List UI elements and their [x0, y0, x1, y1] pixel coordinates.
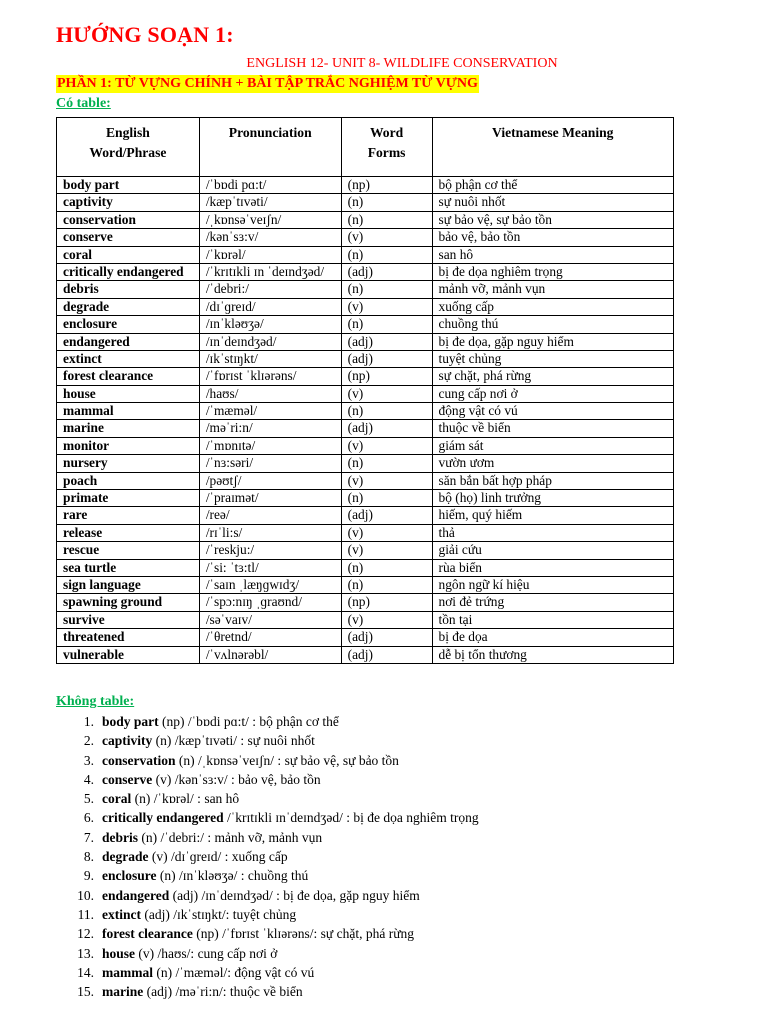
- list-item-meaning: bộ phận cơ thể: [259, 714, 339, 729]
- meaning-cell: bị đe dọa nghiêm trọng: [432, 263, 674, 280]
- list-item-pronunciation: /ˈmæməl/: [175, 964, 228, 980]
- header-word-forms-line2: Forms: [367, 145, 406, 160]
- table-row: [57, 368, 674, 385]
- list-item-pronunciation: /ˈdebri:/: [160, 829, 205, 845]
- meaning-cell: bộ (họ) linh trưởng: [432, 490, 674, 507]
- meaning-cell: chuồng thú: [432, 316, 674, 333]
- list-item-number: 13.: [77, 945, 94, 961]
- word-cell: endangered: [57, 333, 200, 350]
- word-form-cell: (adj): [341, 350, 432, 367]
- list-item: [56, 789, 479, 808]
- list-item-number: 10.: [77, 887, 94, 903]
- list-item-pronunciation: /haʊs/: [157, 945, 191, 961]
- header-pronunciation-text: Pronunciation: [228, 125, 312, 140]
- list-item-word-form: (np): [196, 926, 219, 942]
- meaning-cell: bảo vệ, bảo tồn: [432, 229, 674, 246]
- pronunciation-cell: /ˈsi: ˈtɜ:tl/: [199, 559, 341, 576]
- table-row: [57, 385, 674, 402]
- list-item-word: conserve: [102, 771, 153, 787]
- list-item-word-form: (np): [162, 714, 185, 729]
- pronunciation-cell: /məˈri:n/: [199, 420, 341, 437]
- list-item-word: mammal: [102, 964, 153, 980]
- word-cell: primate: [57, 490, 200, 507]
- list-item-pronunciation: /ɪnˈdeɪndʒəd/: [201, 887, 273, 903]
- pronunciation-cell: /ɪnˈdeɪndʒəd/: [199, 333, 341, 350]
- word-form-cell: (n): [341, 281, 432, 298]
- word-form-cell: (n): [341, 194, 432, 211]
- table-row: [57, 177, 674, 194]
- word-cell: mammal: [57, 403, 200, 420]
- header-vietnamese-meaning: [432, 118, 674, 177]
- list-item-meaning: tuyệt chủng: [232, 906, 297, 922]
- list-item-number: 14.: [77, 964, 94, 980]
- table-row: [57, 629, 674, 646]
- header-english-line2: Word/Phrase: [89, 145, 167, 160]
- word-cell: house: [57, 385, 200, 402]
- list-item-word-form: (adj): [146, 984, 173, 1000]
- pronunciation-cell: /kənˈsɜ:v/: [199, 229, 341, 246]
- list-item-separator: :: [274, 752, 285, 768]
- table-row: [57, 472, 674, 489]
- word-form-cell: (v): [341, 542, 432, 559]
- table-row: [57, 524, 674, 541]
- list-item-pronunciation: /ˌkɒnsəˈveɪʃn/: [198, 752, 275, 768]
- list-item-word: house: [102, 945, 136, 961]
- word-form-cell: (v): [341, 437, 432, 454]
- list-item: [56, 847, 479, 866]
- word-cell: body part: [57, 177, 200, 194]
- meaning-cell: mảnh vỡ, mảnh vụn: [432, 281, 674, 298]
- header-pronunciation: [199, 118, 341, 177]
- table-row: [57, 507, 674, 524]
- list-item-word: enclosure: [102, 868, 157, 884]
- pronunciation-cell: /reə/: [199, 507, 341, 524]
- word-cell: conserve: [57, 229, 200, 246]
- pronunciation-cell: /ˈmɒnɪtə/: [199, 437, 341, 454]
- word-form-cell: (v): [341, 611, 432, 628]
- list-item-word: coral: [102, 791, 132, 807]
- list-item-separator: :: [237, 733, 248, 749]
- list-item-word-form: (n): [178, 752, 195, 768]
- word-form-cell: (n): [341, 316, 432, 333]
- word-form-cell: (n): [341, 559, 432, 576]
- list-item-number: 11.: [77, 906, 94, 922]
- list-item-separator: :: [193, 791, 205, 807]
- meaning-cell: tuyệt chủng: [432, 350, 674, 367]
- word-cell: coral: [57, 246, 200, 263]
- list-item-pronunciation: /ˈbɒdi pɑ:t/: [187, 714, 249, 729]
- word-form-cell: (n): [341, 246, 432, 263]
- list-item-number: 12.: [77, 926, 94, 942]
- table-row: [57, 420, 674, 437]
- table-section-label: Có table:: [56, 96, 111, 111]
- list-item-word: forest clearance: [102, 926, 193, 942]
- list-item-word: critically endangered: [102, 810, 224, 826]
- table-row: [57, 229, 674, 246]
- word-cell: release: [57, 524, 200, 541]
- word-form-cell: (np): [341, 177, 432, 194]
- list-item-word-form: (n): [141, 829, 158, 845]
- word-form-cell: (np): [341, 594, 432, 611]
- word-cell: enclosure: [57, 316, 200, 333]
- list-item-meaning: sự nuôi nhốt: [247, 733, 315, 749]
- list-item-word: extinct: [102, 906, 141, 922]
- table-row: [57, 298, 674, 315]
- word-cell: rare: [57, 507, 200, 524]
- word-form-cell: (n): [341, 403, 432, 420]
- meaning-cell: bị đe dọa: [432, 629, 674, 646]
- table-row: [57, 646, 674, 663]
- list-item-word: body part: [102, 714, 159, 729]
- list-item: [56, 770, 479, 789]
- list-item-meaning: chuồng thú: [247, 868, 309, 884]
- word-form-cell: (adj): [341, 646, 432, 663]
- pronunciation-cell: /rɪˈli:s/: [199, 524, 341, 541]
- list-item-word-form: (v): [151, 849, 168, 865]
- list-item-separator: :: [342, 810, 354, 826]
- word-form-cell: (v): [341, 524, 432, 541]
- pronunciation-cell: /ˈbɒdi pɑ:t/: [199, 177, 341, 194]
- list-item-number: 8.: [83, 849, 94, 865]
- list-item-word: endangered: [102, 887, 170, 903]
- list-item-word-form: (adj): [144, 906, 170, 922]
- word-cell: rescue: [57, 542, 200, 559]
- unit-subtitle: ENGLISH 12- UNIT 8- WILDLIFE CONSERVATION: [246, 56, 558, 71]
- list-item-word-form: (n): [159, 868, 176, 884]
- list-item-separator: :: [313, 926, 321, 942]
- word-form-cell: (n): [341, 455, 432, 472]
- list-item-number: 3.: [83, 752, 94, 768]
- word-form-cell: (v): [341, 385, 432, 402]
- list-section-label: Không table:: [56, 694, 135, 709]
- table-row: [57, 194, 674, 211]
- list-item-separator: :: [222, 984, 230, 1000]
- word-cell: marine: [57, 420, 200, 437]
- word-cell: forest clearance: [57, 368, 200, 385]
- word-form-cell: (adj): [341, 629, 432, 646]
- list-item-separator: :: [190, 945, 198, 961]
- table-row: [57, 263, 674, 280]
- list-item-separator: :: [225, 906, 233, 922]
- meaning-cell: bị đe dọa, gặp nguy hiểm: [432, 333, 674, 350]
- meaning-cell: giải cứu: [432, 542, 674, 559]
- table-row: [57, 281, 674, 298]
- meaning-cell: vườn ươm: [432, 455, 674, 472]
- header-english: [57, 118, 200, 177]
- list-item-word-form: (v): [155, 771, 172, 787]
- table-row: [57, 437, 674, 454]
- list-item: [56, 944, 479, 963]
- word-form-cell: (n): [341, 576, 432, 593]
- list-item-number: 9.: [83, 868, 94, 884]
- pronunciation-cell: /ˈnɜ:səri/: [199, 455, 341, 472]
- meaning-cell: ngôn ngữ kí hiệu: [432, 576, 674, 593]
- word-cell: conservation: [57, 211, 200, 228]
- list-item-separator: :: [221, 849, 232, 865]
- table-row: [57, 576, 674, 593]
- vocabulary-table-body: [57, 177, 674, 664]
- list-item: [56, 712, 479, 731]
- word-form-cell: (n): [341, 211, 432, 228]
- pronunciation-cell: /ˈθretnd/: [199, 629, 341, 646]
- list-item-meaning: bị đe dọa nghiêm trọng: [353, 810, 479, 826]
- vocabulary-table: [56, 117, 674, 664]
- list-item-pronunciation: /dɪˈɡreɪd/: [171, 849, 222, 865]
- meaning-cell: động vật có vú: [432, 403, 674, 420]
- list-item-meaning: động vật có vú: [234, 964, 315, 980]
- meaning-cell: thuộc về biển: [432, 420, 674, 437]
- pronunciation-cell: /ˈdebri:/: [199, 281, 341, 298]
- vocabulary-list: [56, 712, 479, 1001]
- meaning-cell: xuống cấp: [432, 298, 674, 315]
- word-cell: captivity: [57, 194, 200, 211]
- pronunciation-cell: /kæpˈtɪvəti/: [199, 194, 341, 211]
- word-form-cell: (v): [341, 229, 432, 246]
- word-form-cell: (adj): [341, 333, 432, 350]
- meaning-cell: sự chặt, phá rừng: [432, 368, 674, 385]
- list-item-pronunciation: /ˈkɒrəl/: [153, 791, 194, 807]
- list-item: [56, 905, 479, 924]
- table-row: [57, 333, 674, 350]
- list-item: [56, 828, 479, 847]
- list-item-word: conservation: [102, 752, 176, 768]
- list-item-meaning: xuống cấp: [231, 849, 288, 865]
- word-form-cell: (adj): [341, 507, 432, 524]
- word-cell: monitor: [57, 437, 200, 454]
- table-row: [57, 246, 674, 263]
- list-item: [56, 886, 479, 905]
- word-cell: sign language: [57, 576, 200, 593]
- part-heading: PHẦN 1: TỪ VỰNG CHÍNH + BÀI TẬP TRẮC NGHIỆM TỪ VỰNG: [57, 76, 478, 91]
- header-meaning-text: Vietnamese Meaning: [492, 125, 614, 140]
- list-item-word-form: (v): [138, 945, 155, 961]
- pronunciation-cell: /ɪkˈstɪŋkt/: [199, 350, 341, 367]
- list-item-separator: :: [272, 887, 284, 903]
- word-cell: critically endangered: [57, 263, 200, 280]
- page-title: HƯỚNG SOẠN 1:: [56, 22, 234, 47]
- list-item-separator: :: [204, 829, 215, 845]
- word-form-cell: (adj): [341, 420, 432, 437]
- pronunciation-cell: /ˈspɔ:nɪŋ ˌɡraʊnd/: [199, 594, 341, 611]
- list-item-word: degrade: [102, 849, 149, 865]
- list-item-separator: :: [227, 771, 239, 787]
- word-form-cell: (adj): [341, 263, 432, 280]
- meaning-cell: dễ bị tổn thương: [432, 646, 674, 663]
- pronunciation-cell: /ˈkɒrəl/: [199, 246, 341, 263]
- list-item-meaning: san hô: [204, 791, 240, 807]
- list-item-meaning: cung cấp nơi ở: [197, 945, 278, 961]
- list-item-separator: :: [227, 964, 235, 980]
- pronunciation-cell: /ˌkɒnsəˈveɪʃn/: [199, 211, 341, 228]
- pronunciation-cell: /ɪnˈkləʊʒə/: [199, 316, 341, 333]
- list-item-word: captivity: [102, 733, 153, 749]
- meaning-cell: bộ phận cơ thể: [432, 177, 674, 194]
- list-item-pronunciation: /ˈkrɪtɪkli ɪnˈdeɪndʒəd/: [226, 810, 343, 826]
- pronunciation-cell: /dɪˈɡreɪd/: [199, 298, 341, 315]
- pronunciation-cell: /ˈsaɪn ˌlæŋɡwɪdʒ/: [199, 576, 341, 593]
- meaning-cell: sự nuôi nhốt: [432, 194, 674, 211]
- list-item-pronunciation: /məˈri:n/: [175, 984, 223, 1000]
- word-form-cell: (v): [341, 298, 432, 315]
- meaning-cell: sự bảo vệ, sự bảo tồn: [432, 211, 674, 228]
- list-item: [56, 963, 479, 982]
- meaning-cell: hiếm, quý hiếm: [432, 507, 674, 524]
- table-row: [57, 316, 674, 333]
- list-item-word-form: (n): [134, 791, 151, 807]
- list-item: [56, 731, 479, 750]
- meaning-cell: tồn tại: [432, 611, 674, 628]
- word-cell: sea turtle: [57, 559, 200, 576]
- word-cell: survive: [57, 611, 200, 628]
- table-row: [57, 455, 674, 472]
- pronunciation-cell: /pəʊtʃ/: [199, 472, 341, 489]
- word-cell: threatened: [57, 629, 200, 646]
- table-row: [57, 594, 674, 611]
- meaning-cell: cung cấp nơi ở: [432, 385, 674, 402]
- word-cell: spawning ground: [57, 594, 200, 611]
- word-form-cell: (np): [341, 368, 432, 385]
- list-item-meaning: mảnh vỡ, mảnh vụn: [214, 829, 323, 845]
- table-row: [57, 490, 674, 507]
- list-item-number: 15.: [77, 984, 94, 1000]
- word-cell: extinct: [57, 350, 200, 367]
- word-cell: degrade: [57, 298, 200, 315]
- list-item-meaning: bị đe dọa, gặp nguy hiểm: [283, 887, 420, 903]
- list-item-pronunciation: /ɪkˈstɪŋkt/: [173, 906, 226, 922]
- pronunciation-cell: /ˈmæməl/: [199, 403, 341, 420]
- table-row: [57, 350, 674, 367]
- list-item-separator: :: [237, 868, 248, 884]
- word-cell: vulnerable: [57, 646, 200, 663]
- list-item-number: 4.: [83, 771, 94, 787]
- list-item-pronunciation: /kənˈsɜ:v/: [174, 771, 228, 787]
- meaning-cell: săn bắn bất hợp pháp: [432, 472, 674, 489]
- list-item: [56, 866, 479, 885]
- table-row: [57, 559, 674, 576]
- pronunciation-cell: /ˈkrɪtɪkli ɪn ˈdeɪndʒəd/: [199, 263, 341, 280]
- list-item-number: 1.: [83, 714, 94, 729]
- meaning-cell: nơi đẻ trứng: [432, 594, 674, 611]
- list-item-pronunciation: /ˈfɒrɪst ˈklɪərəns/: [222, 926, 314, 942]
- list-item-word-form: (adj): [172, 887, 199, 903]
- meaning-cell: thả: [432, 524, 674, 541]
- list-item-pronunciation: /ɪnˈkləʊʒə/: [179, 868, 238, 884]
- pronunciation-cell: /ˈpraɪmət/: [199, 490, 341, 507]
- list-item-meaning: sự bảo vệ, sự bảo tồn: [284, 752, 399, 768]
- list-item: [56, 924, 479, 943]
- list-item-separator: :: [248, 714, 260, 729]
- word-cell: nursery: [57, 455, 200, 472]
- word-cell: poach: [57, 472, 200, 489]
- list-item-number: 6.: [83, 810, 94, 826]
- table-header-row: [57, 118, 674, 177]
- list-item-pronunciation: /kæpˈtɪvəti/: [174, 733, 237, 749]
- meaning-cell: san hô: [432, 246, 674, 263]
- pronunciation-cell: /ˈfɒrɪst ˈklɪərəns/: [199, 368, 341, 385]
- word-cell: debris: [57, 281, 200, 298]
- word-form-cell: (v): [341, 472, 432, 489]
- list-item-word-form: (n): [156, 964, 173, 980]
- meaning-cell: rùa biển: [432, 559, 674, 576]
- pronunciation-cell: /haʊs/: [199, 385, 341, 402]
- header-english-line1: English: [105, 125, 150, 140]
- list-item-meaning: bảo vệ, bảo tồn: [238, 771, 321, 787]
- header-word-forms-line1: Word: [369, 125, 404, 140]
- table-row: [57, 542, 674, 559]
- list-item: [56, 808, 479, 827]
- list-item-word: marine: [102, 984, 144, 1000]
- header-word-forms: [341, 118, 432, 177]
- pronunciation-cell: /ˈvʌlnərəbl/: [199, 646, 341, 663]
- list-item: [56, 982, 479, 1001]
- list-item-number: 2.: [83, 733, 94, 749]
- meaning-cell: giám sát: [432, 437, 674, 454]
- list-item-word-form: (n): [155, 733, 172, 749]
- pronunciation-cell: /səˈvaɪv/: [199, 611, 341, 628]
- list-item-meaning: thuộc về biển: [229, 984, 303, 1000]
- list-item-number: 5.: [83, 791, 94, 807]
- list-item: [56, 751, 479, 770]
- table-row: [57, 403, 674, 420]
- pronunciation-cell: /ˈreskju:/: [199, 542, 341, 559]
- table-row: [57, 611, 674, 628]
- list-item-number: 7.: [83, 829, 94, 845]
- table-row: [57, 211, 674, 228]
- list-item-meaning: sự chặt, phá rừng: [320, 926, 415, 942]
- word-form-cell: (n): [341, 490, 432, 507]
- list-item-word: debris: [102, 829, 139, 845]
